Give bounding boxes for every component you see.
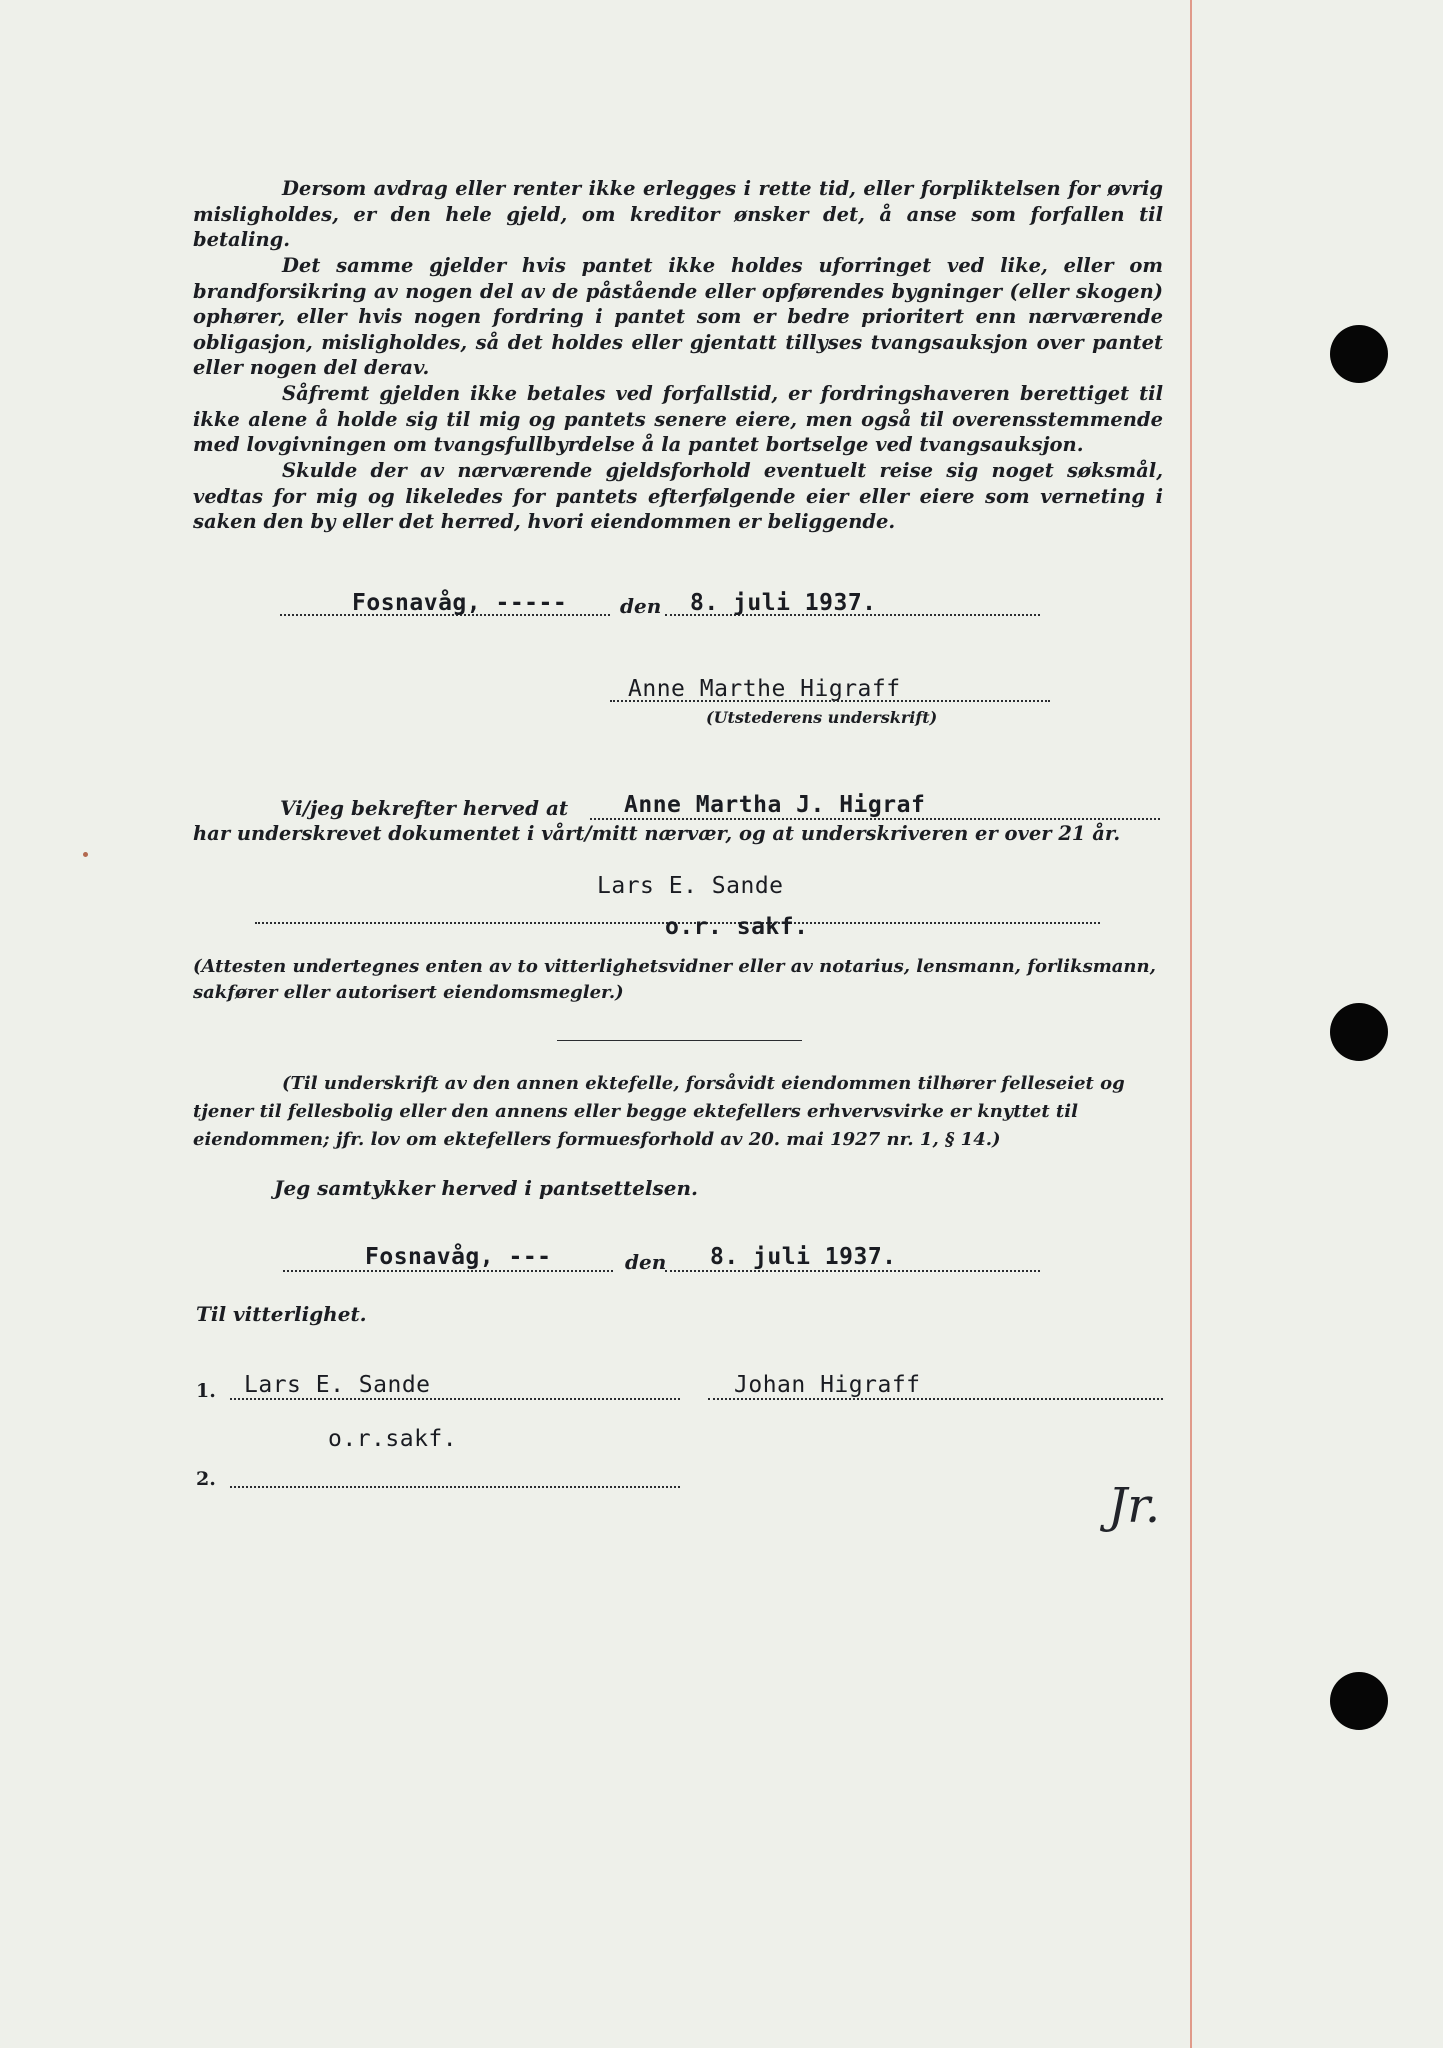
margin-line bbox=[1190, 0, 1192, 2048]
attestation-note: (Attesten undertegnes enten av to vitterlighetsvidner eller av notarius, lensmann, forliksmann, sakfører eller autorisert eiendomsmegler.) bbox=[193, 956, 1156, 1003]
witness-signature: Lars E. Sande bbox=[597, 873, 784, 899]
witness-number-1: 1. bbox=[196, 1380, 216, 1402]
spouse-note: (Til underskrift av den annen ektefelle, forsåvidt eiendommen tilhører felleseiet og tjener til fellesbolig eller den annens eller begge ektefellers erhvervsvirke er knyttet til eiendommen; jfr. lov om ektefellers formuesforhold av 20. mai 1927 nr. 1, § 14.) bbox=[193, 1073, 1125, 1150]
punch-hole bbox=[1330, 1672, 1388, 1730]
attestation-text: har underskrevet dokumentet i vårt/mitt nærvær, og at underskriveren er over 21 år. bbox=[193, 822, 1121, 845]
issuer-signature-caption: (Utstederens underskrift) bbox=[706, 708, 938, 727]
witness-1-name: Lars E. Sande bbox=[244, 1372, 431, 1398]
date-field: 8. juli 1937. bbox=[690, 590, 877, 616]
dotted-line bbox=[708, 1398, 1163, 1400]
ink-dot bbox=[83, 852, 88, 857]
place-field: Fosnavåg, ----- bbox=[352, 590, 568, 616]
terms-paragraph-3: Såfremt gjelden ikke betales ved forfallstid, er fordringshaveren berettiget til ikke alene å holde sig til mig og pantets senere eiere, men også til overensstemmende med lovgivningen om tvangsfullbyrdelse å la pantet bortselge ved tvangsauksjon. bbox=[193, 382, 1163, 457]
attested-name: Anne Martha J. Higraf bbox=[624, 792, 926, 818]
witness-heading: Til vitterlighet. bbox=[196, 1302, 367, 1326]
witness-number-2: 2. bbox=[196, 1468, 216, 1490]
dotted-line bbox=[590, 818, 1160, 820]
witness-title: o.r. sakf. bbox=[665, 914, 809, 940]
dotted-line bbox=[665, 1270, 1040, 1272]
den-label: den bbox=[625, 1250, 667, 1274]
punch-hole bbox=[1330, 325, 1388, 383]
dotted-line bbox=[230, 1486, 680, 1488]
separator-rule bbox=[557, 1040, 802, 1041]
spouse-signature: Johan Higraff bbox=[734, 1372, 921, 1398]
witness-1-title: o.r.sakf. bbox=[328, 1426, 458, 1452]
dotted-line bbox=[230, 1398, 680, 1400]
dotted-line bbox=[283, 1270, 613, 1272]
handwritten-initials: Jr. bbox=[1108, 1478, 1161, 1534]
issuer-signature: Anne Marthe Higraff bbox=[628, 676, 901, 702]
den-label: den bbox=[620, 594, 662, 618]
spouse-date-field: 8. juli 1937. bbox=[710, 1244, 897, 1270]
punch-hole bbox=[1330, 1003, 1388, 1061]
consent-text: Jeg samtykker herved i pantsettelsen. bbox=[274, 1176, 698, 1200]
terms-paragraph-1: Dersom avdrag eller renter ikke erlegges i rette tid, eller forpliktelsen for øvrig misligholdes, er den hele gjeld, om kreditor ønsker det, å anse som forfallen til betaling. bbox=[193, 177, 1163, 252]
terms-paragraph-4: Skulde der av nærværende gjeldsforhold eventuelt reise sig noget søksmål, vedtas for mig og likeledes for pantets efterfølgende eier eller eiere som verneting i saken den by eller det herred, hvori eiendommen er beliggende. bbox=[193, 459, 1163, 534]
terms-paragraph-2: Det samme gjelder hvis pantet ikke holdes uforringet ved like, eller om brandforsikring av nogen del av de påstående eller opførendes bygninger (eller skogen) ophører, eller hvis nogen fordring i pantet som er bedre prioritert enn nærværende obligasjon, misligholdes, så det holdes eller gjentatt tillyses tvangsauksjon over pantet eller nogen del derav. bbox=[193, 254, 1163, 380]
attestation-label: Vi/jeg bekrefter herved at bbox=[280, 796, 569, 820]
dotted-line bbox=[610, 700, 1050, 702]
spouse-place-field: Fosnavåg, --- bbox=[365, 1244, 552, 1270]
